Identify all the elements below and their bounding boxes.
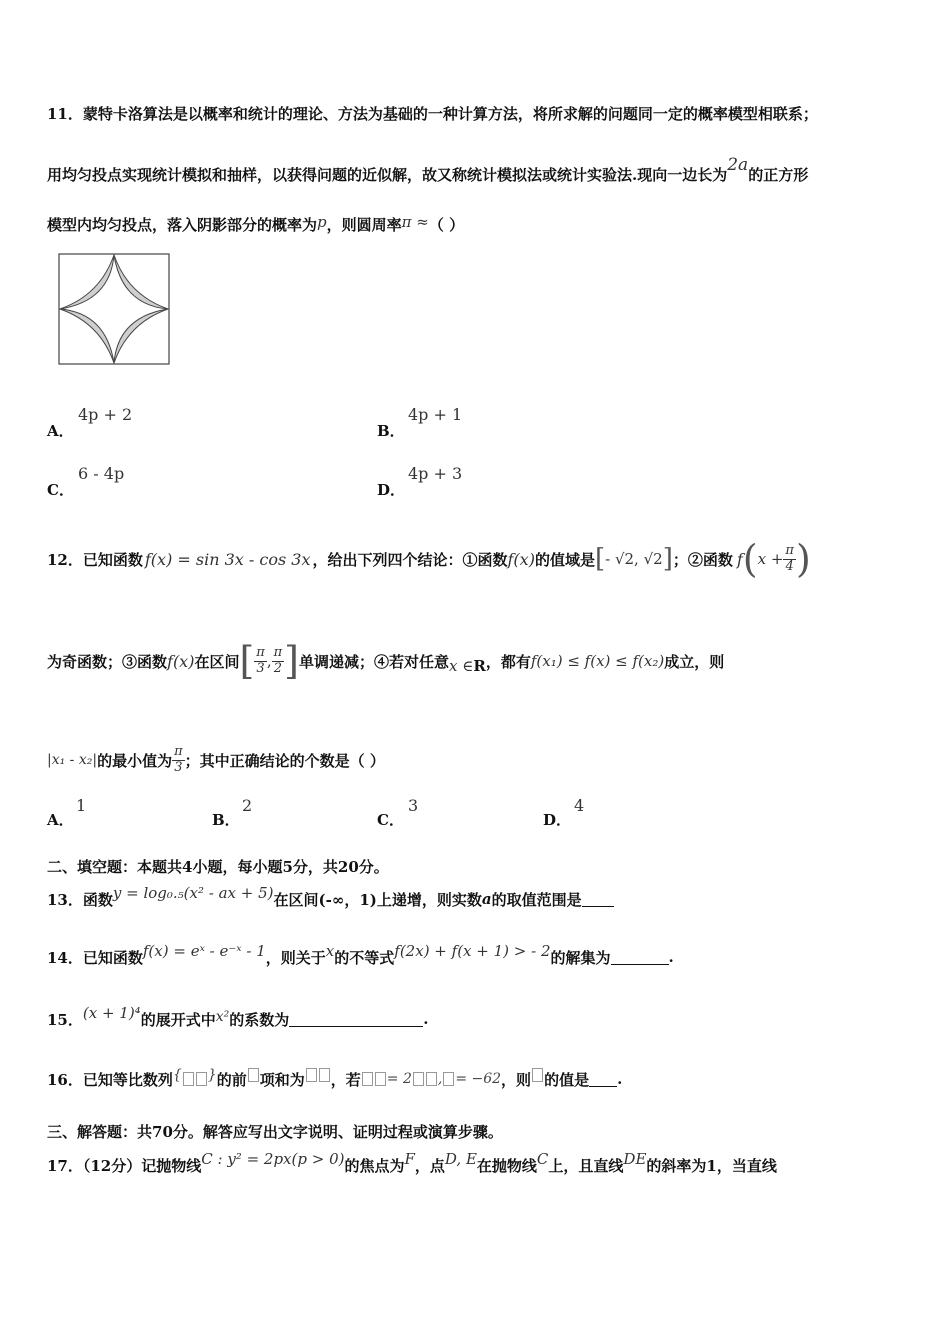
q11-option-b-value: 4p + 1 [408,405,463,424]
q15: 15． (x + 1)⁴ 的展开式中 x² 的系数为 . [47,1004,429,1029]
q12-line1: 12．已知函数 f(x) = sin 3x - cos 3x ，给出下列四个结论：①函数 f(x) 的值域是 [ - √2, √2 ] ；②函数 f ( x + $\frac{\pi}{4}$ ) [47,537,811,581]
q12-option-a-value: 1 [76,796,87,815]
q12-option-c-value: 3 [408,796,419,815]
q16: 16．已知等比数列 { } 的前 项和为 ，若 = 2 , = −62 ，则 的值是 . [47,1067,623,1089]
q12-line2: 为奇函数；③函数 f(x) 在区间 [ $\frac{\pi}{3}$ , $\frac{\pi}{2}$ ] 单调递减；④若对任意 x ∈ R ，都有 f(x₁) ≤ f(x) ≤ f(x₂) 成立，则 [47,639,725,683]
q11-square-figure [58,253,170,365]
shaded-region-diagram [58,253,170,365]
q11-option-c-label: C． [47,481,74,499]
q11-option-a-value: 4p + 2 [78,405,133,424]
q16-equation: = 2 [386,1071,412,1087]
q14-inequality: f(2x) + f(x + 1) > - 2 [394,942,551,960]
q11-option-a-label: A． [47,422,74,440]
q12-option-d-label: D． [543,811,572,829]
q11-line1: 11．蒙特卡洛算法是以概率和统计的理论、方法为基础的一种计算方法，将所求解的问题同一定的概率模型相联系； [47,105,818,123]
q16-answer-blank[interactable] [589,1072,617,1087]
q12-option-a-label: A． [47,811,74,829]
q12-option-b-value: 2 [242,796,253,815]
q11-option-d-label: D． [377,481,406,499]
q12-option-b-label: B． [212,811,240,829]
q11-line3: 模型内均匀投点，落入阴影部分的概率为p，则圆周率π ≈（ ） [47,213,465,234]
q13-answer-blank[interactable] [582,892,614,907]
q11-line2: 用均匀投点实现统计模拟和抽样，以获得问题的近似解，故又称统计模拟法或统计实验法.现向一边长为2a的正方形 [47,155,809,184]
q12-line3: |x₁ - x₂| 的最小值为 $\frac{\pi}{3}$ ；其中正确结论的个数是（ ） [47,744,385,775]
q13-function: y = log₀.₅(x² - ax + 5) [112,884,274,902]
q12-range: - √2, √2 [605,550,663,568]
section-2-heading: 二、填空题：本题共4小题，每小题5分，共20分。 [47,858,389,876]
q17-parabola: C : y² = 2px(p > 0) [201,1150,345,1168]
q12-function: f(x) = sin 3x - cos 3x [144,549,311,569]
q14: 14．已知函数 f(x) = eˣ - e⁻ˣ - 1 ，则关于 x 的不等式 f(2x) + f(x + 1) > - 2 的解集为 . [47,942,674,967]
section-3-heading: 三、解答题：共70分。解答应写出文字说明、证明过程或演算步骤。 [47,1123,503,1141]
q11-option-b-label: B． [377,422,405,440]
q14-answer-blank[interactable] [611,950,669,965]
q12-option-c-label: C． [377,811,404,829]
q13: 13．函数 y = log₀.₅(x² - ax + 5) 在区间(-∞，1)上递增，则实数 a 的取值范围是 [47,884,614,914]
q15-answer-blank[interactable] [289,1012,423,1027]
q15-expression: (x + 1)⁴ [82,1004,141,1022]
q11-side-length: 2a [727,155,749,175]
q12-inequality: f(x₁) ≤ f(x) ≤ f(x₂) [530,652,665,670]
q12-option-d-value: 4 [574,796,585,815]
q11-option-d-value: 4p + 3 [408,464,463,483]
q14-function: f(x) = eˣ - e⁻ˣ - 1 [142,942,266,960]
q17: 17．（12分）记抛物线 C : y² = 2px(p > 0) 的焦点为 F ，点 D, E 在抛物线 C 上，且直线 DE 的斜率为1，当直线 [47,1150,777,1175]
q11-option-c-value: 6 - 4p [78,464,125,483]
